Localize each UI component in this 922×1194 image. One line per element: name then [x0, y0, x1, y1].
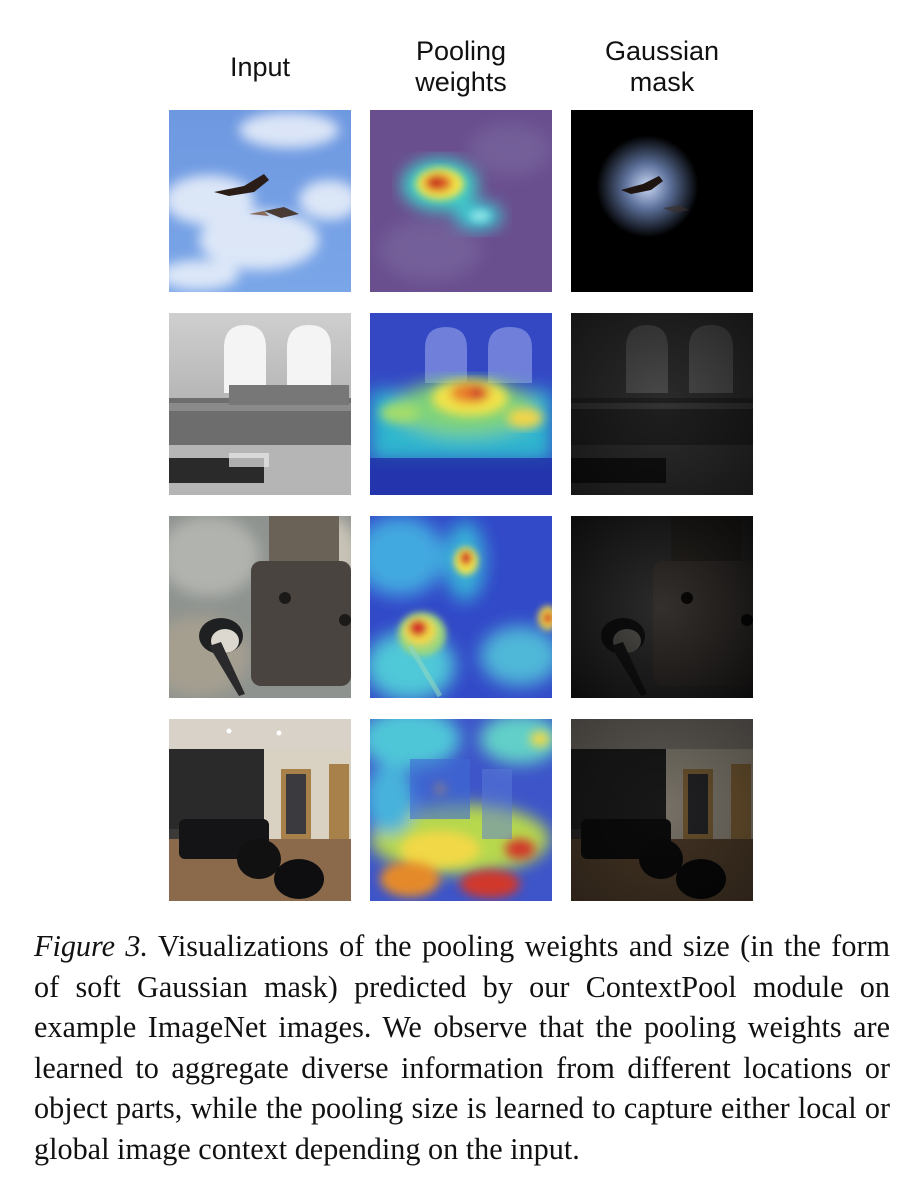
input-image-birds: [169, 110, 351, 292]
input-image-living-room: [169, 313, 351, 495]
column-header-gaussian-mask: [571, 36, 753, 98]
pooling-weights-bird-feeder: [370, 516, 552, 698]
column-header-line: Pooling: [415, 36, 507, 66]
input-image-salon: [169, 719, 351, 901]
column-header-pooling-weights: [370, 36, 552, 98]
column-header-line: Gaussian: [604, 36, 720, 66]
pooling-weights-salon: [370, 719, 552, 901]
input-image-bird-feeder: [169, 516, 351, 698]
figure-caption-text: Visualizations of the pooling weights and size (in the form of soft Gaussian mask) predicted by our ContextPool module on example ImageNet images. We observe that the pooling weights are learned to aggregate diverse information from different locations or object parts, while the pooling size is learned to capture either local or global image context depending on the input.: [34, 929, 890, 1166]
column-header-line: weights: [415, 67, 507, 97]
pooling-weights-birds: [370, 110, 552, 292]
gaussian-mask-bird-feeder: [571, 516, 753, 698]
gaussian-mask-living-room: [571, 313, 753, 495]
column-header-line: mask: [629, 67, 695, 97]
figure-label: Figure 3.: [34, 929, 149, 963]
figure-caption: [34, 926, 890, 1169]
gaussian-mask-birds: [571, 110, 753, 292]
pooling-weights-living-room: [370, 313, 552, 495]
column-header-line: Input: [229, 52, 291, 82]
gaussian-mask-salon: [571, 719, 753, 901]
column-header-input: [169, 52, 351, 83]
